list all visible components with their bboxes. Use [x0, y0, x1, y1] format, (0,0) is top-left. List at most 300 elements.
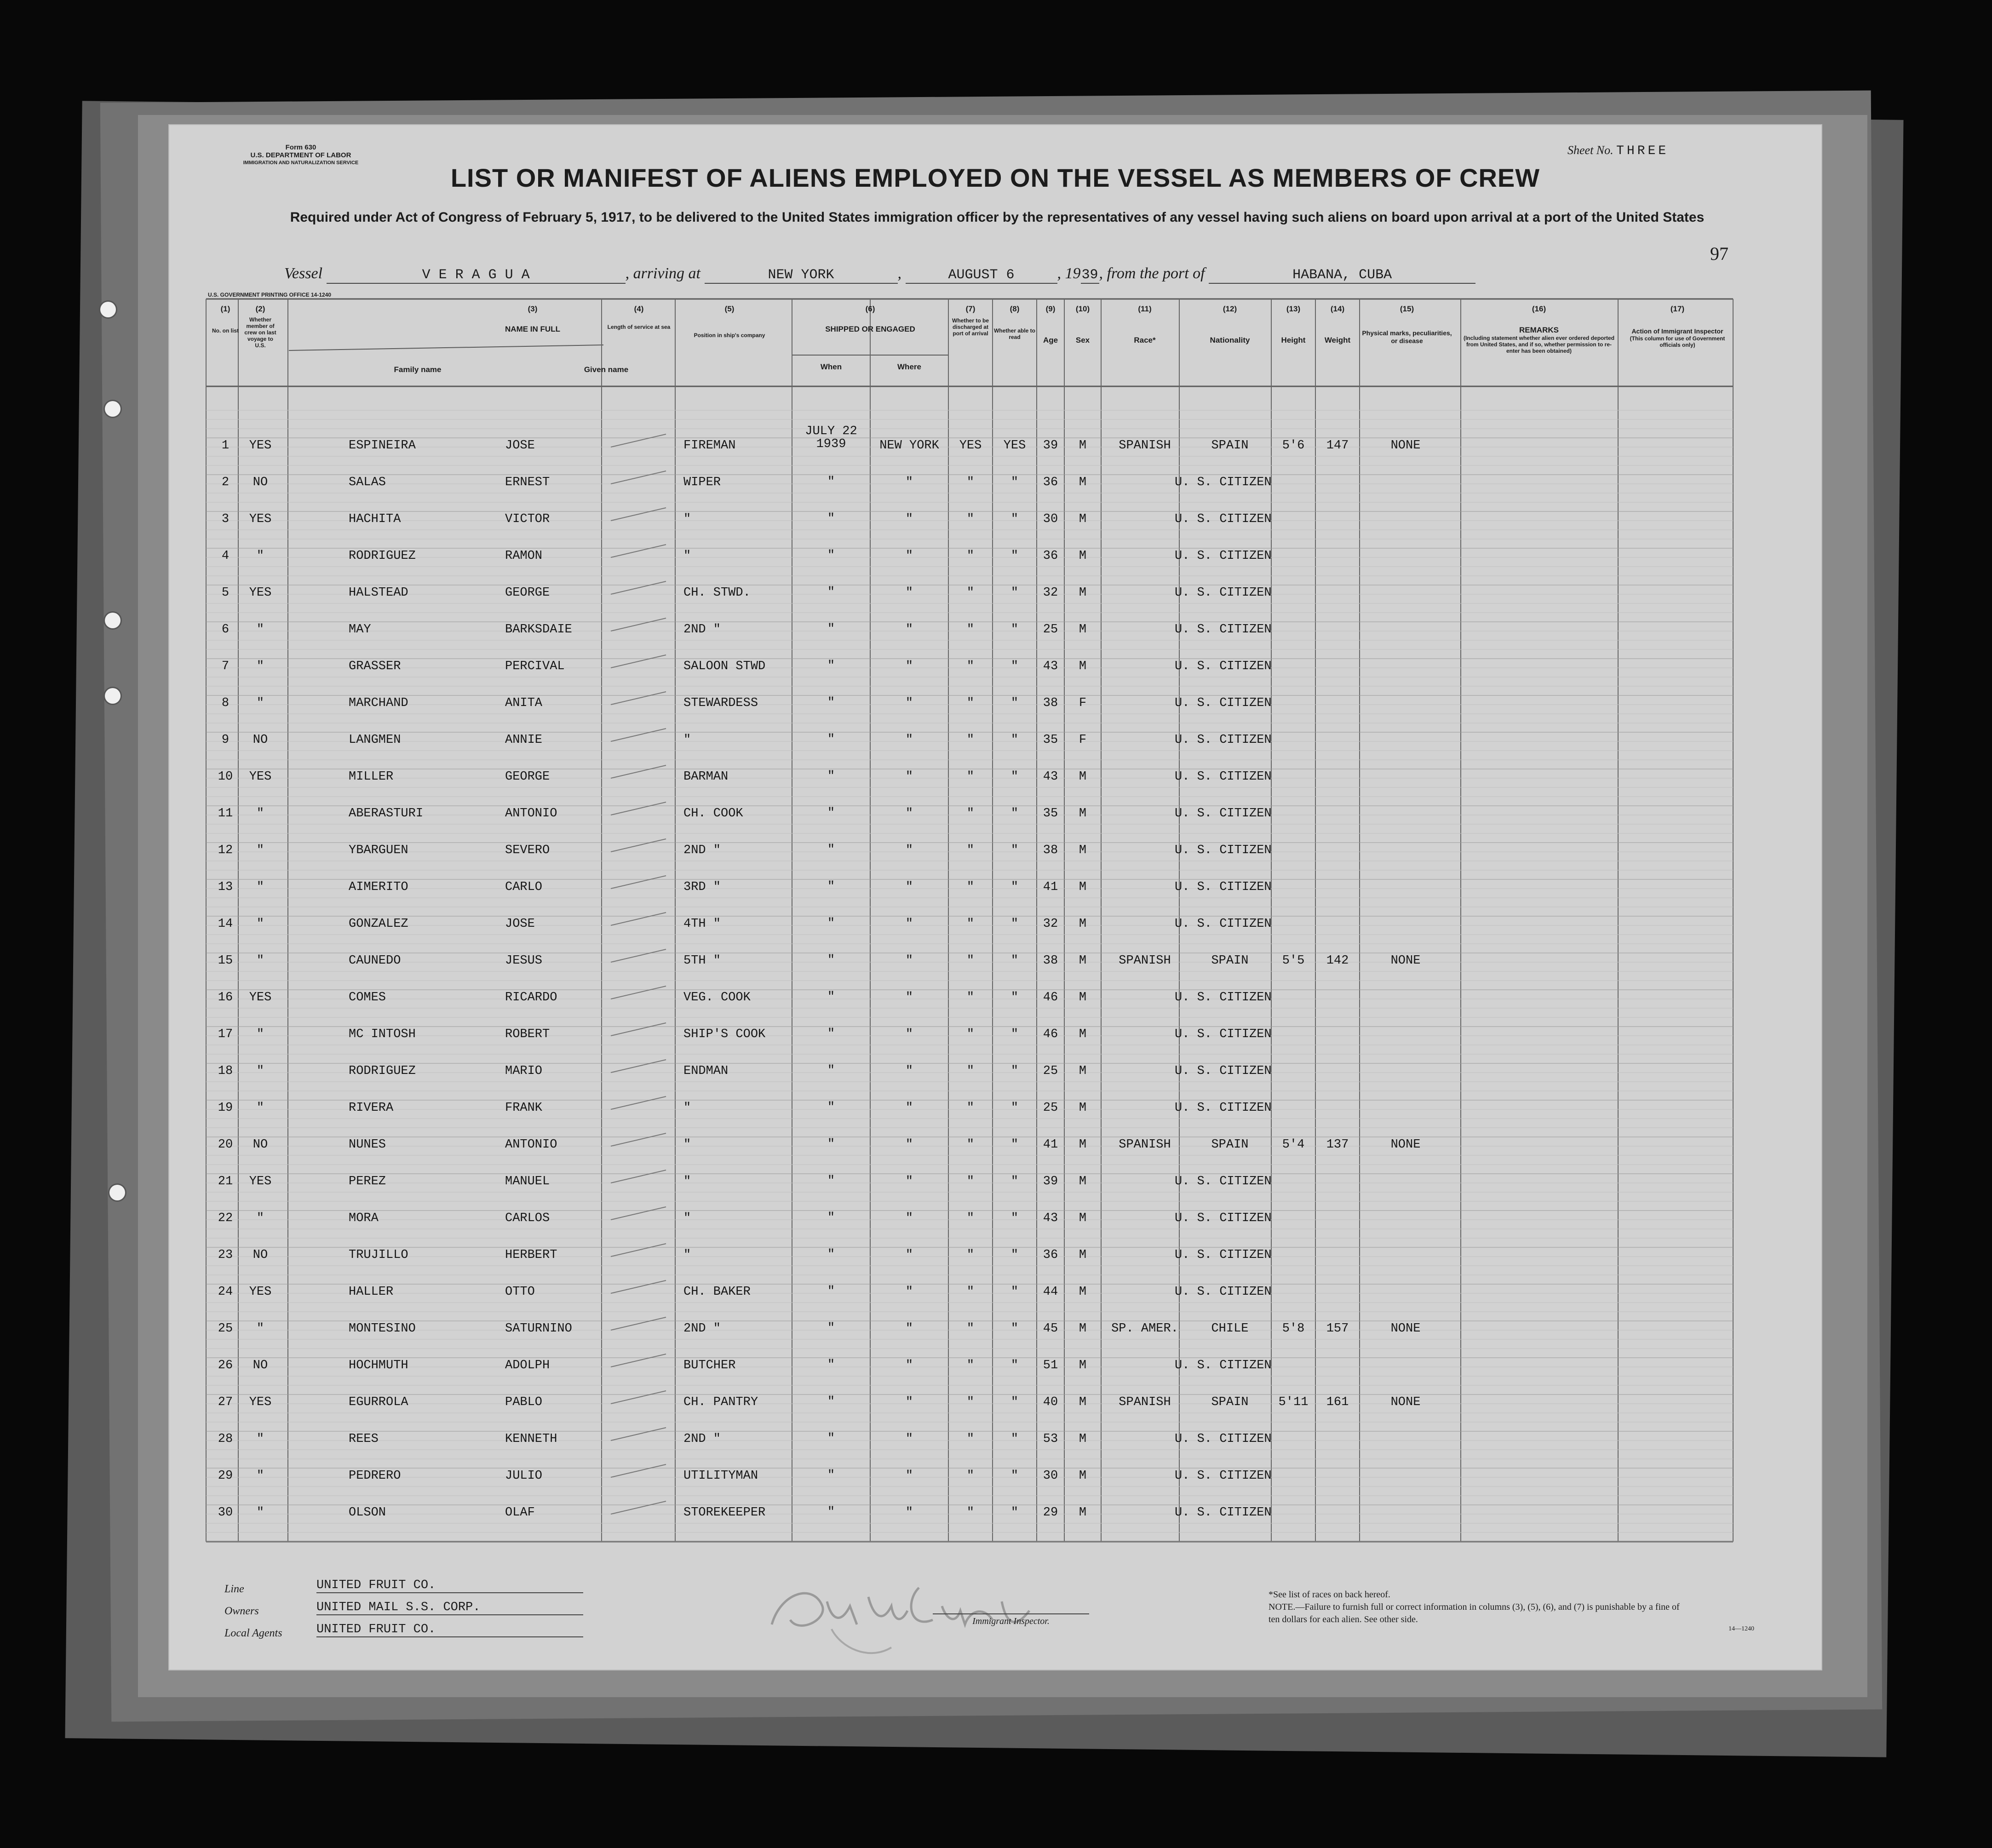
cell-sex: M [1079, 1138, 1087, 1152]
cell-no: 19 [218, 1101, 233, 1115]
cell-position: " [683, 512, 691, 526]
cell-discharged: " [966, 623, 975, 637]
cell-weight: 161 [1326, 1395, 1349, 1409]
cell-position: VEG. COOK [683, 991, 751, 1004]
cell-where: " [905, 660, 913, 673]
page-number: 97 [1710, 243, 1728, 264]
cell-age: 41 [1043, 880, 1058, 894]
arrival-date: AUGUST 6 [906, 267, 1057, 284]
cell-discharged: " [966, 917, 975, 931]
cell-family: SALAS [349, 476, 386, 489]
cell-sex: M [1079, 1395, 1087, 1409]
cell-read: " [1010, 991, 1019, 1004]
cell-last: " [256, 1027, 264, 1041]
cell-when: " [827, 917, 835, 930]
cell-last: " [256, 1322, 264, 1336]
cell-last: NO [253, 733, 268, 747]
cell-discharged: " [966, 1248, 975, 1262]
cell-last: YES [249, 586, 272, 600]
cell-discharged: " [966, 954, 975, 968]
cell-age: 35 [1043, 733, 1058, 747]
owners-value: UNITED MAIL S.S. CORP. [316, 1601, 583, 1615]
cell-citizenship: U. S. CITIZEN [1175, 512, 1272, 526]
header-col-2: (2) Whether member of crew on last voyage to U.S. [244, 304, 276, 349]
cell-marks: NONE [1390, 1395, 1421, 1409]
cell-last: " [256, 880, 264, 894]
cell-citizenship: U. S. CITIZEN [1175, 1101, 1272, 1115]
cell-when: " [827, 806, 835, 820]
cell-family: PEREZ [349, 1175, 386, 1188]
cell-race: SPANISH [1119, 954, 1171, 968]
cell-no: 3 [221, 512, 230, 526]
cell-when: " [827, 549, 835, 562]
races-note: *See list of races on back hereof. [1269, 1590, 1390, 1600]
cell-when: " [827, 953, 835, 967]
cell-family: LANGMEN [349, 733, 401, 747]
cell-when: " [827, 659, 835, 673]
cell-last: " [256, 1506, 264, 1520]
service-name: IMMIGRATION AND NATURALIZATION SERVICE [243, 160, 359, 166]
cell-last: " [256, 623, 264, 637]
cell-age: 38 [1043, 696, 1058, 710]
cell-read: " [1010, 807, 1019, 821]
cell-sex: F [1079, 696, 1087, 710]
cell-when: " [827, 1395, 835, 1409]
cell-citizenship: U. S. CITIZEN [1175, 880, 1272, 894]
cell-age: 39 [1043, 1175, 1058, 1188]
cell-sex: M [1079, 807, 1087, 821]
cell-when: " [827, 1211, 835, 1225]
cell-age: 32 [1043, 917, 1058, 931]
cell-where: " [905, 1469, 913, 1483]
cell-citizenship: U. S. CITIZEN [1175, 733, 1272, 747]
cell-when: " [827, 769, 835, 783]
cell-discharged: " [966, 1432, 975, 1446]
cell-position: 2ND " [683, 844, 721, 857]
cell-age: 35 [1043, 807, 1058, 821]
cell-given: JULIO [505, 1469, 543, 1483]
cell-where: " [905, 1248, 913, 1262]
cell-citizenship: U. S. CITIZEN [1175, 1285, 1272, 1299]
header-given-name: Given name [584, 365, 629, 374]
cell-discharged: " [966, 1027, 975, 1041]
cell-discharged: " [966, 1175, 975, 1188]
cell-last: YES [249, 439, 272, 453]
cell-when: " [827, 696, 835, 710]
cell-family: HACHITA [349, 512, 401, 526]
cell-last: NO [253, 1359, 268, 1372]
cell-sex: M [1079, 917, 1087, 931]
cell-last: " [256, 660, 264, 673]
binder-hole [105, 688, 121, 704]
cell-discharged: " [966, 1395, 975, 1409]
cell-when: " [827, 733, 835, 746]
cell-family: NUNES [349, 1138, 386, 1152]
owners-label: Owners [224, 1605, 259, 1617]
cell-when: " [827, 1505, 835, 1519]
cell-citizenship: U. S. CITIZEN [1175, 549, 1272, 563]
cell-when: " [827, 1064, 835, 1078]
cell-discharged: " [966, 1211, 975, 1225]
cell-when: " [827, 1027, 835, 1041]
cell-age: 41 [1043, 1138, 1058, 1152]
cell-no: 1 [221, 439, 230, 453]
cell-read: " [1010, 1211, 1019, 1225]
cell-where: " [905, 476, 913, 489]
cell-age: 43 [1043, 1211, 1058, 1225]
vessel-label: Vessel [284, 265, 323, 282]
cell-where: " [905, 917, 913, 931]
cell-given: JOSE [505, 917, 535, 931]
cell-sex: M [1079, 476, 1087, 489]
arrival-port: NEW YORK [705, 267, 898, 284]
cell-position: ENDMAN [683, 1064, 729, 1078]
cell-given: ERNEST [505, 476, 550, 489]
cell-given: RAMON [505, 549, 543, 563]
cell-discharged: " [966, 660, 975, 673]
cell-last: " [256, 844, 264, 857]
cell-position: CH. BAKER [683, 1285, 751, 1299]
cell-where: " [905, 770, 913, 784]
cell-no: 18 [218, 1064, 233, 1078]
cell-read: YES [1003, 439, 1026, 453]
cell-sex: M [1079, 844, 1087, 857]
cell-when: " [827, 1137, 835, 1151]
cell-read: " [1010, 1101, 1019, 1115]
cell-when: " [827, 475, 835, 489]
cell-no: 23 [218, 1248, 233, 1262]
cell-family: PEDRERO [349, 1469, 401, 1483]
binder-hole [100, 302, 116, 317]
cell-position: BUTCHER [683, 1359, 736, 1372]
cell-where: " [905, 1432, 913, 1446]
cell-sex: M [1079, 1359, 1087, 1372]
penalty-note: NOTE.—Failure to furnish full or correct information in columns (3), (5), (6), and (7) is punishable by a fine of ten dollars for each alien. See other side. [1269, 1602, 1680, 1624]
cell-family: RIVERA [349, 1101, 394, 1115]
cell-age: 25 [1043, 623, 1058, 637]
cell-where: " [905, 1285, 913, 1299]
departure-port: HABANA, CUBA [1209, 267, 1475, 284]
cell-no: 12 [218, 844, 233, 857]
cell-given: PERCIVAL [505, 660, 565, 673]
cell-sex: M [1079, 1432, 1087, 1446]
cell-last: YES [249, 991, 272, 1004]
cell-family: MONTESINO [349, 1322, 416, 1336]
cell-family: GRASSER [349, 660, 401, 673]
cell-read: " [1010, 1469, 1019, 1483]
cell-read: " [1010, 476, 1019, 489]
cell-where: " [905, 1175, 913, 1188]
cell-when: " [827, 1321, 835, 1335]
cell-no: 2 [221, 476, 230, 489]
cell-discharged: " [966, 549, 975, 563]
cell-race: SPANISH [1119, 1138, 1171, 1152]
cell-read: " [1010, 1322, 1019, 1336]
cell-when: " [827, 1469, 835, 1482]
cell-no: 28 [218, 1432, 233, 1446]
cell-read: " [1010, 1248, 1019, 1262]
cell-given: ANNIE [505, 733, 543, 747]
cell-read: " [1010, 733, 1019, 747]
cell-family: REES [349, 1432, 379, 1446]
cell-nationality: SPAIN [1211, 439, 1249, 453]
cell-read: " [1010, 1175, 1019, 1188]
cell-marks: NONE [1390, 1322, 1421, 1336]
cell-citizenship: U. S. CITIZEN [1175, 1064, 1272, 1078]
cell-age: 30 [1043, 1469, 1058, 1483]
header-col-15: (15) Physical marks, peculiarities, or disease [1362, 304, 1452, 344]
cell-age: 51 [1043, 1359, 1058, 1372]
cell-nationality: SPAIN [1211, 1138, 1249, 1152]
cell-no: 8 [221, 696, 230, 710]
cell-when: " [827, 1432, 835, 1446]
cell-age: 25 [1043, 1064, 1058, 1078]
cell-discharged: " [966, 807, 975, 821]
cell-last: " [256, 1211, 264, 1225]
cell-age: 53 [1043, 1432, 1058, 1446]
cell-marks: NONE [1390, 439, 1421, 453]
cell-given: ADOLPH [505, 1359, 550, 1372]
cell-sex: M [1079, 1027, 1087, 1041]
cell-last: " [256, 807, 264, 821]
cell-citizenship: U. S. CITIZEN [1175, 770, 1272, 784]
cell-given: KENNETH [505, 1432, 557, 1446]
binder-hole [109, 1185, 125, 1200]
cell-family: HOCHMUTH [349, 1359, 408, 1372]
cell-last: NO [253, 476, 268, 489]
cell-last: " [256, 1064, 264, 1078]
header-when: When [820, 362, 842, 371]
cell-sex: M [1079, 1322, 1087, 1336]
cell-discharged: " [966, 844, 975, 857]
cell-family: COMES [349, 991, 386, 1004]
cell-age: 36 [1043, 1248, 1058, 1262]
crew-manifest-sheet [169, 125, 1821, 1670]
cell-sex: M [1079, 991, 1087, 1004]
cell-discharged: " [966, 880, 975, 894]
header-col-12: (12) Nationality [1210, 304, 1250, 344]
cell-discharged: " [966, 1101, 975, 1115]
cell-sex: M [1079, 770, 1087, 784]
cell-no: 6 [221, 623, 230, 637]
binder-hole [105, 613, 121, 628]
cell-no: 27 [218, 1395, 233, 1409]
cell-family: MARCHAND [349, 696, 408, 710]
cell-given: OLAF [505, 1506, 535, 1520]
agents-label: Local Agents [224, 1627, 282, 1639]
cell-given: ROBERT [505, 1027, 550, 1041]
cell-position: " [683, 1101, 691, 1115]
cell-family: MORA [349, 1211, 379, 1225]
header-family-name: Family name [394, 365, 442, 374]
cell-citizenship: U. S. CITIZEN [1175, 1469, 1272, 1483]
cell-when: " [827, 1358, 835, 1372]
form-number: Form 630 [285, 143, 316, 151]
cell-discharged: " [966, 586, 975, 600]
cell-where: " [905, 1138, 913, 1152]
cell-given: HERBERT [505, 1248, 557, 1262]
cell-race: SPANISH [1119, 439, 1171, 453]
cell-last: " [256, 954, 264, 968]
cell-no: 24 [218, 1285, 233, 1299]
cell-age: 44 [1043, 1285, 1058, 1299]
cell-read: " [1010, 696, 1019, 710]
cell-discharged: " [966, 733, 975, 747]
cell-position: SHIP'S COOK [683, 1027, 766, 1041]
cell-position: 5TH " [683, 954, 721, 968]
cell-no: 13 [218, 880, 233, 894]
cell-discharged: " [966, 512, 975, 526]
cell-read: " [1010, 1138, 1019, 1152]
cell-position: CH. STWD. [683, 586, 751, 600]
cell-where: " [905, 1395, 913, 1409]
cell-position: STEWARDESS [683, 696, 758, 710]
cell-age: 36 [1043, 549, 1058, 563]
cell-sex: F [1079, 733, 1087, 747]
cell-race: SP. AMER. [1111, 1322, 1178, 1336]
cell-citizenship: U. S. CITIZEN [1175, 623, 1272, 637]
cell-citizenship: U. S. CITIZEN [1175, 991, 1272, 1004]
header-col-11: (11) Race* [1134, 304, 1156, 344]
cell-position: 3RD " [683, 880, 721, 894]
cell-age: 30 [1043, 512, 1058, 526]
cell-no: 30 [218, 1506, 233, 1520]
cell-where: " [905, 1027, 913, 1041]
cell-where: " [905, 1101, 913, 1115]
cell-read: " [1010, 1506, 1019, 1520]
cell-discharged: " [966, 476, 975, 489]
cell-family: OLSON [349, 1506, 386, 1520]
cell-sex: M [1079, 1285, 1087, 1299]
cell-citizenship: U. S. CITIZEN [1175, 807, 1272, 821]
cell-position: 2ND " [683, 1432, 721, 1446]
vessel-name: V E R A G U A [327, 267, 626, 284]
cell-age: 32 [1043, 586, 1058, 600]
cell-sex: M [1079, 880, 1087, 894]
sheet-number [1567, 143, 1669, 158]
header-col-9: (9) Age [1043, 304, 1058, 344]
cell-no: 17 [218, 1027, 233, 1041]
cell-sex: M [1079, 1506, 1087, 1520]
cell-no: 25 [218, 1322, 233, 1336]
cell-when: " [827, 622, 835, 636]
cell-discharged: " [966, 770, 975, 784]
cell-citizenship: U. S. CITIZEN [1175, 660, 1272, 673]
cell-citizenship: U. S. CITIZEN [1175, 1175, 1272, 1188]
cell-position: UTILITYMAN [683, 1469, 758, 1483]
cell-no: 5 [221, 586, 230, 600]
cell-age: 46 [1043, 1027, 1058, 1041]
cell-family: MAY [349, 623, 371, 637]
header-col-4: (4) Length of service at sea [607, 304, 671, 330]
cell-given: BARKSDAIE [505, 623, 572, 637]
cell-when: " [827, 512, 835, 526]
cell-nationality: CHILE [1211, 1322, 1249, 1336]
cell-sex: M [1079, 1469, 1087, 1483]
cell-family: CAUNEDO [349, 954, 401, 968]
cell-no: 21 [218, 1175, 233, 1188]
binder-hole [105, 401, 121, 417]
cell-no: 11 [218, 807, 233, 821]
cell-position: SALOON STWD [683, 660, 766, 673]
cell-family: MILLER [349, 770, 394, 784]
cell-citizenship: U. S. CITIZEN [1175, 1506, 1272, 1520]
cell-height: 5'4 [1282, 1138, 1305, 1152]
cell-race: SPANISH [1119, 1395, 1171, 1409]
header-col-3: (3) NAME IN FULL [505, 304, 560, 333]
cell-read: " [1010, 623, 1019, 637]
departure-port-label: , from the port of [1099, 265, 1205, 282]
cell-no: 7 [221, 660, 230, 673]
cell-where: " [905, 623, 913, 637]
cell-family: TRUJILLO [349, 1248, 408, 1262]
cell-given: ANTONIO [505, 1138, 557, 1152]
cell-last: YES [249, 512, 272, 526]
cell-family: EGURROLA [349, 1395, 408, 1409]
cell-when: " [827, 990, 835, 1004]
cell-when: " [827, 1101, 835, 1114]
cell-last: " [256, 917, 264, 931]
sheet-number-value: THREE [1616, 144, 1669, 158]
cell-family: MC INTOSH [349, 1027, 416, 1041]
header-where: Where [897, 362, 921, 371]
cell-when: " [827, 843, 835, 857]
cell-last: " [256, 549, 264, 563]
cell-discharged: " [966, 1506, 975, 1520]
cell-when: " [827, 880, 835, 894]
arrival-year: 39 [1081, 267, 1098, 283]
cell-where: " [905, 1506, 913, 1520]
cell-read: " [1010, 1285, 1019, 1299]
vessel-line: Vessel V E R A G U A , arriving at NEW YORK , AUGUST 6 , 1939, from the port of HABANA, CUBA [284, 265, 1475, 284]
cell-given: CARLOS [505, 1211, 550, 1225]
cell-position: " [683, 733, 691, 747]
cell-age: 38 [1043, 954, 1058, 968]
cell-read: " [1010, 844, 1019, 857]
page-subtitle: Required under Act of Congress of February 5, 1917, to be delivered to the United States immigration officer by the representatives of any vessel having such aliens on board upon arrival at a port of the United States [290, 210, 1705, 225]
cell-position: " [683, 1175, 691, 1188]
cell-citizenship: U. S. CITIZEN [1175, 1432, 1272, 1446]
line-value: UNITED FRUIT CO. [316, 1578, 583, 1593]
cell-when: " [827, 1248, 835, 1262]
cell-last: YES [249, 770, 272, 784]
cell-where: " [905, 807, 913, 821]
cell-no: 20 [218, 1138, 233, 1152]
cell-position: 2ND " [683, 623, 721, 637]
header-col-16: (16) REMARKS (Including statement whether alien ever ordered deported from United States, and if so, whether permission to re-enter has been obtained) [1463, 304, 1615, 354]
cell-no: 29 [218, 1469, 233, 1483]
cell-given: GEORGE [505, 586, 550, 600]
cell-given: CARLO [505, 880, 543, 894]
cell-read: " [1010, 954, 1019, 968]
cell-read: " [1010, 1359, 1019, 1372]
cell-last: " [256, 696, 264, 710]
header-col-7: (7) Whether to be discharged at port of arrival [952, 304, 989, 337]
cell-discharged: YES [959, 439, 982, 453]
cell-sex: M [1079, 660, 1087, 673]
cell-read: " [1010, 512, 1019, 526]
cell-nationality: SPAIN [1211, 954, 1249, 968]
cell-age: 25 [1043, 1101, 1058, 1115]
cell-read: " [1010, 1395, 1019, 1409]
agents-value: UNITED FRUIT CO. [316, 1623, 583, 1637]
cell-last: YES [249, 1395, 272, 1409]
cell-discharged: " [966, 696, 975, 710]
cell-height: 5'8 [1282, 1322, 1305, 1336]
cell-discharged: " [966, 1138, 975, 1152]
sheet-number-label: Sheet No. [1567, 143, 1613, 157]
cell-sex: M [1079, 1175, 1087, 1188]
